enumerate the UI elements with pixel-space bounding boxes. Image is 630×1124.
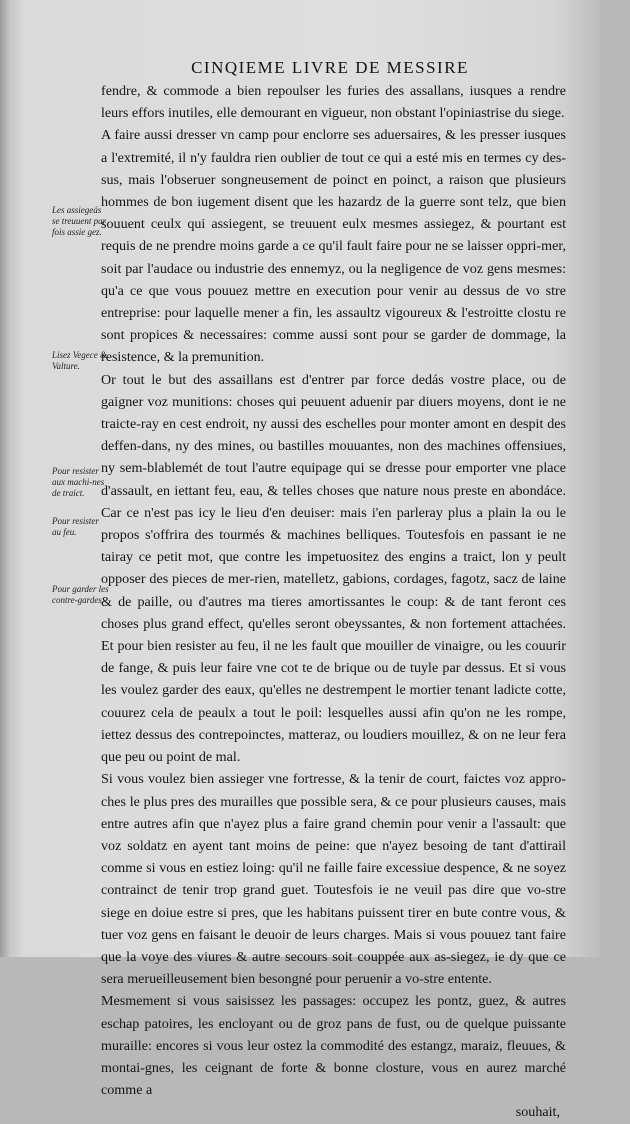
paragraph: A faire aussi dresser vn camp pour enclorre ses aduersaires, & les presser iusques a l'extremité, il n'y fauldra rien oublier de tout ce qui a esté mis en termes cy des-sus, mais l'obseruer songneusement de poinct en poinct, a raison que plusieurs hommes de bon iugement disent que les hazardz de la guerre sont telz, que bien souuent ceulx qui assiegent, se treuuent eulx mesmes assiegez, & pourtant est requis de ne prendre moins garde a ce qu'il fault faire pour ne se laisser oppri-mer, soit par l'audace ou industrie des ennemyz, ou la negligence de voz gens mesmes: qu'a ce que vous pouuez mettre en execution pour venir au dessus de vo stre entreprise: pour laquelle mener a fin, les assaultz vigoureux & l'estroitte clostu re sont propices & necessaires: comme aussi sont pour se garder de dommage, la resistence, & la premunition. — [101, 127, 566, 366]
body-text — [101, 80, 566, 1124]
paragraph: Mesmement si vous saisissez les passages: occupez les pontz, guez, & autres eschap patoires, les encloyant ou de groz pans de fust, ou de quelque puissante muraille: encores si vous leur ostez la commodité des estangz, maraiz, fleuues, & montai-gnes, les ceignant de forte & bonne closture, vous en aurez marché comme a — [101, 993, 566, 1099]
margin-note: Les assiegeás se treuuent par fois assie gez. — [52, 205, 107, 237]
running-head: CINQIEME LIVRE DE MESSIRE — [191, 58, 469, 77]
paragraph: Si vous voulez bien assieger vne fortresse, & la tenir de court, faictes voz appro-ches le plus pres des murailles que possible sera, & ce pour plusieurs causes, mais entre autres afin que n'ayez plus a faire grand chemin pour venir a l'assault: que voz soldatz en ayent tant moins de peine: que n'ayez besoing de tant d'attirail comme si vous en estiez loing: qu'il ne faille faire excessiue despence, & ne soyez contrainct de tenir trop grand guet. Toutesfois ie ne veuil pas dire que vo-stre siege en doiue estre si pres, que les habitans puissent tirer en bute contre vous, & tuer voz gens en faisant le deuoir de leurs charges. Mais si vous pouuez tant faire que la voye des viures & autre secours soit couppée aux as-siegez, ie dy que ce sera merueilleusement bien besongné pour peruenir a vo-stre entente. — [101, 771, 566, 988]
margin-note: Pour garder les contre-gardes. — [52, 584, 109, 605]
margin-note: Pour resister au feu. — [52, 516, 99, 537]
margin-note: Pour resister aux machi-nes de traict. — [52, 466, 105, 498]
paragraph: Or tout le but des assaillans est d'entrer par force dedás vostre place, ou de gaigner voz munitions: choses qui peuuent aduenir par diuers moyens, dont ie ne traicte-ray en cest endroit, ny aussi des eschelles pour monter amont en despit des deffen-dans, ny des mines, ou bastilles mouuantes, non des machines offensiues, ny sem-blablemét de tout l'autre equipage qui se dresse pour emporter vne place d'assault, en iettant feu, eau, & telles choses que nature nous preste en abondáce. Car ce n'est pas icy le lieu d'en deuiser: mais i'en parleray plus a plain la ou le propos s'offrira des tourmés & machines belliques. Toutesfois en passant ie ne tairay ce petit mot, que contre les impetuositez des engins a traict, lon y peult opposer des pieces de mer-rien, matelletz, gabions, cordages, fagotz, sacz de laine & de paille, ou d'autres ma tieres amortissantes le coup: & de tant feront ces choses plus grand effect, qu'elles seront obeyssantes, & non fortement attachées. Et pour bien resister au feu, il ne les fault que mouiller de vinaigre, ou les couurir de fange, & puis leur faire vne cot te de brique ou de tuyle par dessus. Et si vous les voulez garder des eaux, qu'elles ne destrempent le mortier tenant ladicte cotte, couurez cela de peaulx a tout le poil: lesquelles aussi afin qu'on ne les rompe, iettez dessus des contrepoinctes, matteraz, ou loudiers mouillez, & on ne leur fera que peu ou point de mal. — [101, 371, 566, 766]
paragraph: fendre, & commode a bien repoulser les furies des assallans, iusques a rendre leurs effors inutiles, elle demourant en vigueur, non obstant l'opiniastrise du siege. — [101, 83, 566, 122]
margin-note: Lisez Vegece & Valture. — [52, 350, 107, 371]
catchword: souhait, — [515, 1104, 560, 1121]
